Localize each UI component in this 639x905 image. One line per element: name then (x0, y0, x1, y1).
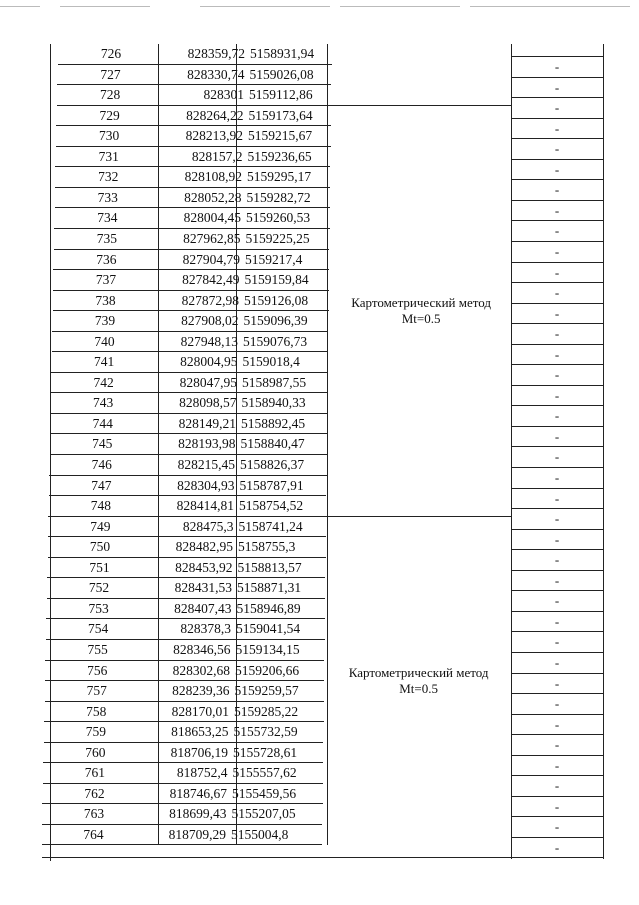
coordinate-x: 828431,53 (174, 580, 232, 596)
coordinate-y: 5159225,25 (245, 230, 310, 246)
coordinate-x: 828215,45 (177, 457, 235, 472)
coordinate-y: 5158813,57 (237, 559, 302, 575)
dash-row-rule (511, 97, 603, 98)
coordinate-x: 828264,22 (186, 107, 244, 123)
dash-cell: - (554, 223, 560, 239)
coordinate-x: 828149,21 (178, 415, 236, 431)
coordinate-x: 828330,74 (187, 66, 245, 82)
dash-row-rule (511, 159, 603, 160)
coordinate-y: 5159096,39 (243, 313, 308, 329)
coordinate-x: 828157,2 (191, 148, 243, 164)
coordinate-x: 818746,67 (169, 785, 227, 801)
coordinate-y: 5155004,8 (231, 826, 289, 842)
coordinate-x: 828475,3 (182, 518, 234, 534)
point-number: 749 (90, 518, 111, 534)
dash-cell: - (554, 387, 560, 403)
point-number: 740 (94, 333, 115, 349)
row-rule (52, 331, 328, 332)
table-left-border (50, 44, 51, 861)
point-number: 762 (84, 785, 105, 801)
row-rule (49, 495, 327, 496)
coordinate-y: 5158840,47 (240, 436, 305, 452)
dash-cell: - (554, 367, 560, 383)
point-number: 754 (87, 621, 109, 637)
coordinate-y: 5159126,08 (244, 292, 309, 308)
scan-artifact (200, 6, 330, 7)
point-number: 764 (83, 826, 104, 842)
dash-cell: - (554, 182, 560, 198)
coordinate-y: 5158871,31 (237, 580, 302, 596)
point-number: 759 (85, 724, 106, 740)
dash-row-rule (511, 570, 603, 571)
point-number: 763 (83, 806, 105, 822)
point-number: 745 (92, 436, 113, 452)
coordinate-y: 5159173,64 (248, 107, 313, 123)
coordinate-x: 828302,68 (172, 662, 230, 678)
dash-cell: - (554, 161, 560, 177)
row-rule (57, 105, 332, 106)
dash-row-rule (511, 364, 603, 365)
dash-cell: - (554, 572, 560, 588)
row-rule (53, 290, 329, 291)
coordinate-y: 5159041,54 (236, 621, 301, 637)
point-number: 736 (96, 251, 117, 267)
method-block-rule (326, 516, 511, 517)
point-number: 750 (89, 539, 111, 555)
coordinate-y: 5158826,37 (240, 457, 305, 472)
point-number: 742 (93, 374, 114, 390)
row-rule (49, 475, 327, 476)
dash-row-rule (511, 590, 603, 591)
dash-row-rule (511, 282, 603, 283)
point-number: 730 (99, 128, 120, 144)
dash-row-rule (511, 837, 603, 838)
dash-row-rule (511, 426, 603, 427)
dash-row-rule (511, 200, 603, 201)
point-number: 747 (91, 477, 112, 493)
dash-row-rule (511, 77, 603, 78)
row-rule (55, 166, 330, 167)
dash-cell: - (554, 490, 560, 506)
dash-row-rule (511, 673, 603, 674)
dash-row-rule (511, 303, 603, 304)
point-number: 726 (100, 46, 122, 61)
dash-row-rule (511, 714, 603, 715)
row-rule (42, 803, 322, 804)
dash-cell: - (554, 79, 560, 95)
dash-row-rule (511, 508, 603, 509)
point-number: 758 (86, 703, 107, 719)
coordinate-y: 5159260,53 (246, 210, 311, 226)
coordinate-x: 828098,57 (179, 395, 237, 411)
row-rule (43, 762, 323, 763)
point-number: 752 (88, 580, 110, 596)
coordinate-x: 827948,13 (180, 333, 238, 349)
scan-artifact (110, 6, 150, 7)
coordinate-x: 828407,43 (174, 600, 232, 616)
dash-row-rule (511, 262, 603, 263)
dash-cell: - (554, 511, 560, 527)
dash-cell: - (554, 819, 560, 835)
coordinate-y: 5158755,3 (238, 539, 296, 555)
col-divider-4 (511, 44, 512, 859)
point-number: 728 (99, 87, 121, 103)
point-number: 737 (95, 272, 117, 288)
coordinate-y: 5159134,15 (235, 641, 300, 657)
dash-cell: - (554, 243, 560, 259)
row-rule (55, 187, 330, 188)
coordinate-x: 818706,19 (170, 744, 228, 760)
coordinate-x: 828004,45 (183, 210, 241, 226)
dash-cell: - (554, 716, 560, 732)
row-rule (45, 660, 324, 661)
dash-row-rule (511, 775, 603, 776)
coordinate-y: 5158787,91 (239, 477, 304, 493)
dash-row-rule (511, 549, 603, 550)
method-label (331, 295, 511, 327)
coordinate-x: 827904,79 (182, 251, 240, 267)
dash-row-rule (511, 56, 603, 57)
coordinate-y: 5158940,33 (241, 395, 306, 411)
scan-artifact (0, 6, 40, 7)
point-number: 748 (90, 498, 111, 514)
row-rule (51, 372, 328, 373)
dash-cell: - (554, 654, 560, 670)
row-rule (51, 392, 328, 393)
dash-cell: - (554, 202, 560, 218)
row-rule (48, 557, 326, 558)
row-rule (44, 742, 324, 743)
coordinate-x: 828004,95 (180, 354, 238, 370)
coordinate-y: 5159236,65 (247, 148, 312, 164)
point-number: 741 (93, 354, 115, 370)
coordinate-y: 5155728,61 (233, 744, 298, 760)
coordinate-y: 5159076,73 (243, 333, 308, 349)
row-rule (54, 228, 330, 229)
dash-cell: - (554, 839, 560, 855)
row-rule (54, 249, 330, 250)
dash-cell: - (554, 531, 560, 547)
coordinate-y: 5159159,84 (244, 272, 309, 288)
dash-row-rule (511, 467, 603, 468)
dash-row-rule (511, 385, 603, 386)
coordinate-x: 828414,81 (176, 498, 234, 514)
dash-cell: - (554, 100, 560, 116)
dash-cell: - (554, 141, 560, 157)
row-rule (56, 146, 331, 147)
row-rule (48, 536, 326, 537)
coordinate-x: 828047,95 (179, 374, 237, 390)
scan-artifact (340, 6, 460, 7)
coordinate-y: 5155207,05 (231, 806, 296, 822)
row-rule (53, 310, 329, 311)
row-rule (58, 64, 332, 65)
coordinate-y: 5159285,22 (234, 703, 299, 719)
scan-artifact (470, 6, 630, 7)
coordinate-x: 828304,93 (177, 477, 235, 493)
row-rule (43, 783, 323, 784)
dash-row-rule (511, 179, 603, 180)
method-accuracy: Mt=0.5 (399, 681, 438, 697)
dash-row-rule (511, 488, 603, 489)
row-rule (44, 721, 324, 722)
table-bottom-border (42, 857, 603, 858)
row-rule (42, 844, 323, 845)
point-number: 733 (97, 189, 118, 205)
point-number: 727 (100, 66, 121, 82)
coordinate-x: 828170,01 (171, 703, 229, 719)
point-number: 751 (89, 559, 110, 575)
dash-row-rule (511, 241, 603, 242)
dash-row-rule (511, 323, 603, 324)
dash-cell: - (554, 593, 560, 609)
coordinate-x: 827908,02 (181, 313, 239, 329)
dash-cell: - (554, 778, 560, 794)
dash-cell: - (554, 346, 560, 362)
point-number: 756 (87, 662, 108, 678)
coordinate-y: 5159215,67 (248, 128, 313, 144)
point-number: 735 (96, 230, 117, 246)
dash-cell: - (554, 798, 560, 814)
dash-cell: - (554, 552, 560, 568)
row-rule (55, 207, 330, 208)
col-divider-3 (327, 44, 328, 845)
row-rule (45, 680, 324, 681)
row-rule (50, 454, 327, 455)
coordinate-y: 5159018,4 (242, 354, 300, 370)
coordinate-y: 5159259,57 (234, 683, 299, 699)
coordinate-y: 5155732,59 (233, 724, 298, 740)
coordinate-y: 5158741,24 (238, 518, 303, 534)
coordinate-y: 5159206,66 (235, 662, 300, 678)
coordinate-x: 828301 (203, 87, 244, 103)
coordinate-x: 828052,28 (184, 189, 242, 205)
coordinate-y: 5159217,4 (245, 251, 303, 267)
coordinate-x: 818709,29 (168, 826, 226, 842)
coordinate-y: 5158987,55 (242, 374, 307, 390)
coordinate-x: 818699,43 (169, 806, 227, 822)
dash-row-rule (511, 446, 603, 447)
coordinate-y: 5158946,89 (236, 600, 301, 616)
coordinate-x: 828482,95 (175, 539, 233, 555)
point-number: 761 (84, 765, 106, 781)
row-rule (47, 577, 325, 578)
dash-row-rule (511, 631, 603, 632)
coordinate-y: 5159112,86 (249, 87, 313, 103)
row-rule (46, 639, 325, 640)
point-number: 755 (87, 641, 108, 657)
point-number: 743 (93, 395, 114, 411)
coordinate-y: 5158931,94 (250, 46, 315, 61)
dash-cell: - (554, 613, 560, 629)
row-rule (50, 413, 327, 414)
method-name: Картометрический метод (348, 665, 489, 681)
point-number: 744 (92, 415, 113, 431)
dash-cell: - (554, 757, 560, 773)
point-number: 760 (85, 744, 106, 760)
dash-row-rule (511, 796, 603, 797)
coordinate-x: 828378,3 (180, 621, 231, 637)
point-number: 753 (88, 600, 109, 616)
dash-row-rule (511, 405, 603, 406)
coordinate-y: 5159026,08 (249, 66, 314, 82)
point-number: 739 (94, 313, 116, 329)
method-accuracy: Mt=0.5 (401, 311, 441, 327)
point-number: 729 (99, 107, 120, 123)
method-name: Картометрический метод (351, 295, 492, 311)
coordinate-y: 5159282,72 (246, 189, 311, 205)
dash-cell: - (554, 634, 560, 650)
row-rule (47, 598, 326, 599)
dash-row-rule (511, 816, 603, 817)
point-number: 738 (95, 292, 116, 308)
point-number: 731 (98, 148, 119, 164)
row-rule (46, 618, 325, 619)
coordinate-y: 5155459,56 (232, 785, 297, 801)
coordinate-x: 827872,98 (181, 292, 239, 308)
row-rule (45, 701, 324, 702)
dash-cell: - (554, 675, 560, 691)
dash-cell: - (554, 305, 560, 321)
method-block-rule (331, 105, 511, 106)
coordinate-x: 828193,98 (178, 436, 236, 452)
dash-row-rule (511, 611, 603, 612)
coordinate-x: 828213,92 (185, 128, 243, 144)
point-number: 732 (98, 169, 119, 185)
dash-cell: - (554, 449, 560, 465)
coordinate-x: 827962,85 (183, 230, 241, 246)
dash-row-rule (511, 652, 603, 653)
coordinate-y: 5155557,62 (232, 765, 297, 781)
coordinate-y: 5158892,45 (241, 415, 306, 431)
dash-cell: - (554, 120, 560, 136)
coordinate-y: 5159295,17 (247, 169, 312, 185)
dash-row-rule (511, 138, 603, 139)
dash-cell: - (554, 285, 560, 301)
row-rule (42, 824, 322, 825)
dash-cell: - (554, 428, 560, 444)
coordinate-x: 818653,25 (171, 724, 229, 740)
dash-cell: - (554, 264, 560, 280)
point-number: 734 (97, 210, 118, 226)
coordinate-x: 828346,56 (173, 641, 231, 657)
dash-cell: - (554, 470, 560, 485)
dash-row-rule (511, 755, 603, 756)
dash-row-rule (511, 734, 603, 735)
dash-row-rule (511, 118, 603, 119)
row-rule (56, 125, 331, 126)
dash-cell: - (554, 326, 560, 342)
row-rule (50, 433, 327, 434)
method-label (329, 665, 509, 697)
coordinate-x: 828108,92 (184, 169, 242, 185)
dash-row-rule (511, 344, 603, 345)
dash-cell: - (554, 59, 560, 74)
dash-row-rule (511, 529, 603, 530)
point-number: 746 (91, 457, 112, 472)
dash-row-rule (511, 693, 603, 694)
coordinate-y: 5158754,52 (239, 498, 304, 514)
row-rule (52, 351, 329, 352)
dash-row-rule (511, 220, 603, 221)
dash-cell: - (554, 696, 560, 712)
coordinate-x: 818752,4 (176, 765, 228, 781)
dash-cell: - (554, 408, 560, 424)
point-number: 757 (86, 683, 107, 699)
coordinate-x: 828453,92 (175, 559, 233, 575)
dash-cell: - (554, 737, 560, 753)
row-rule (57, 84, 331, 85)
row-rule (53, 269, 329, 270)
table-right-border (603, 44, 604, 859)
coordinate-x: 828239,36 (172, 683, 230, 699)
row-rule (48, 516, 326, 517)
coordinate-x: 827842,49 (182, 272, 240, 288)
coordinate-x: 828359,72 (187, 46, 245, 61)
